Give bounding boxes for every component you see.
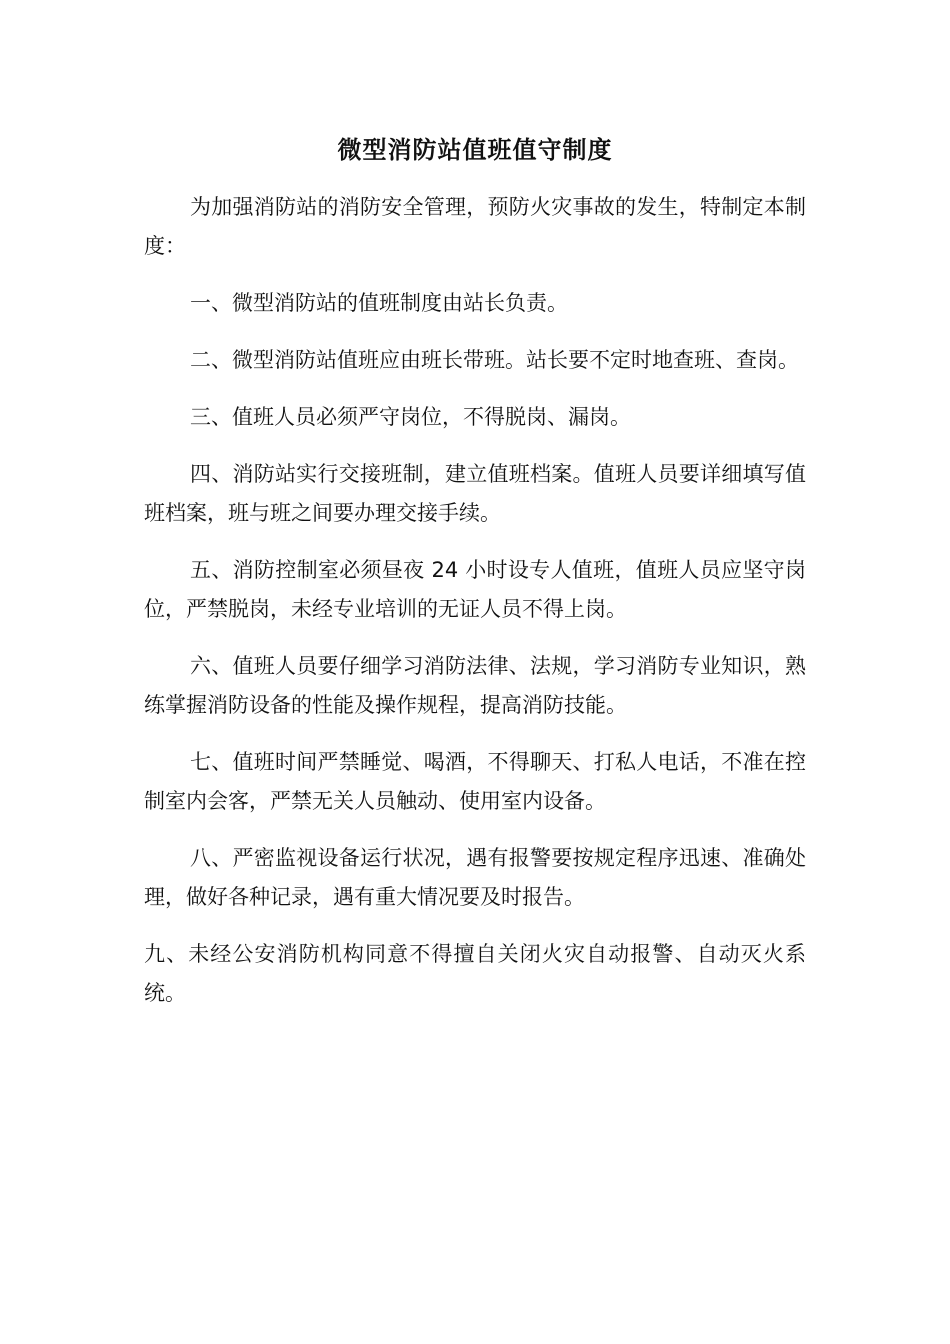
document-body [144,188,806,1031]
clause-1: 一、微型消防站的值班制度由站长负责。 [190,291,568,315]
clause-4: 四、消防站实行交接班制，建立值班档案。值班人员要详细填写值班档案，班与班之间要办理交接手续。 [144,462,806,525]
clause-9: 九、未经公安消防机构同意不得擅自关闭火灾自动报警、自动灭火系统。 [144,942,806,1005]
clause-8: 八、严密监视设备运行状况，遇有报警要按规定程序迅速、准确处理，做好各种记录，遇有重大情况要及时报告。 [144,846,806,909]
intro-paragraph: 为加强消防站的消防安全管理，预防火灾事故的发生，特制定本制度： [144,195,806,258]
document-title: 微型消防站值班值守制度 [337,136,613,164]
clause-6: 六、值班人员要仔细学习消防法律、法规，学习消防专业知识，熟练掌握消防设备的性能及操作规程，提高消防技能。 [144,654,806,717]
clause-7: 七、值班时间严禁睡觉、喝酒，不得聊天、打私人电话，不准在控制室内会客，严禁无关人员触动、使用室内设备。 [144,750,806,813]
clause-3: 三、值班人员必须严守岗位，不得脱岗、漏岗。 [190,405,631,429]
clause-5: 五、消防控制室必须昼夜 24 小时设专人值班，值班人员应坚守岗位，严禁脱岗，未经专业培训的无证人员不得上岗。 [144,558,806,621]
clause-2: 二、微型消防站值班应由班长带班。站长要不定时地查班、查岗。 [190,348,799,372]
